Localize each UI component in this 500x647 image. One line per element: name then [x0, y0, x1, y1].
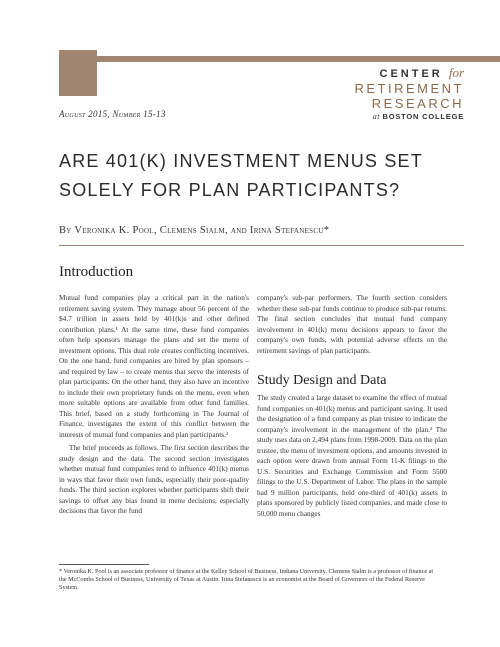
logo-for-word: for: [448, 65, 464, 80]
study-design-column: [257, 393, 447, 519]
logo-center-word: CENTER: [379, 68, 443, 80]
intro-paragraph-2-continued: company's sub-par performers. The fourth section considers whether these sub-par funds continue to produce sub-par returns. The final section concludes that mutual fund company involvement in 401(k) menu decisions appears to favor the company's own funds, with potential adverse effects on the retirement savings of plan participants.: [257, 293, 447, 355]
right-column-continued: [257, 293, 447, 356]
brief-title: ARE 401(K) INVESTMENT MENUS SET SOLELY FOR PLAN PARTICIPANTS?: [59, 151, 423, 200]
intro-paragraph-1: Mutual fund companies play a critical part in the nation's retirement saving system. They manage about 56 percent of the $4.7 trillion in assets held by 401(k)s and other defined contribution plans.¹ At the same time, these fund companies often help sponsors manage the plans and set the menu of investment options. This dual role creates conflicting incentives. On the one hand, fund companies are hired by plan sponsors – and required by law – to create menus that serve the interests of plan participants. On the other hand, they also have an incentive to include their own proprietary funds on the menu, even when more suitable options are available from other fund families. This brief, based on a study forthcoming in The Journal of Finance, investigates the extent of this conflict between the interests of mutual fund companies and plan participants.²: [59, 293, 249, 439]
introduction-heading: Introduction: [59, 264, 134, 280]
logo-college-line: [355, 113, 465, 121]
intro-paragraph-2: The brief proceeds as follows. The first section describes the study design and the data. The second section investigates whether mutual fund companies tend to influence 401(k) menus in ways that favor their own funds, especially their poor-quality funds. The third section explores whether participants shift their savings to offset any bias found in menu decisions, especially decisions that favor the fund: [59, 443, 249, 515]
header-accent-block: [59, 50, 97, 96]
section-divider: [59, 245, 464, 246]
logo-college: BOSTON COLLEGE: [382, 112, 464, 121]
author-byline: By Veronika K. Pool, Clemens Sialm, and Irina Stefanescu*: [59, 225, 330, 236]
logo-line-center: [355, 66, 465, 80]
left-column: [59, 293, 249, 517]
footnote-divider: [59, 564, 149, 565]
study-design-heading: Study Design and Data: [257, 373, 387, 388]
header-accent-rule: [97, 56, 500, 62]
issue-number: August 2015, Number 15-13: [59, 109, 166, 119]
logo-at: at: [372, 112, 380, 121]
author-footnote: * Veronika K. Pool is an associate professor of finance at the Kelley School of Business, Indiana University. Clemens Sialm is a professor of finance at the McCombs School of Business, University of Texas at Austin. Irina Stefanescu is an economist at the Board of Governors of the Federal Reserve System.: [59, 568, 434, 591]
logo-retirement: RETIREMENT: [354, 81, 464, 96]
crr-logo: [355, 66, 465, 121]
study-design-paragraph: The study created a large dataset to examine the effect of mutual fund companies on 401(k) menus and participant saving. It used the designation of a fund company as plan trustee to indicate the company's involvement in the management of the plan.³ The study uses data on 2,494 plans from 1998-2009. Data on the plan trustee, the menu of investment options, and amounts invested in each option were drawn from annual Form 11-K filings to the U.S. Securities and Exchange Commission and Form 5500 filings to the U.S. Department of Labor. The plans in the sample had 9 million participants, held one-third of 401(k) assets in plans sponsored by publicly listed companies, and made close to 50,000 menu changes: [257, 393, 447, 518]
logo-research: RESEARCH: [371, 96, 464, 111]
